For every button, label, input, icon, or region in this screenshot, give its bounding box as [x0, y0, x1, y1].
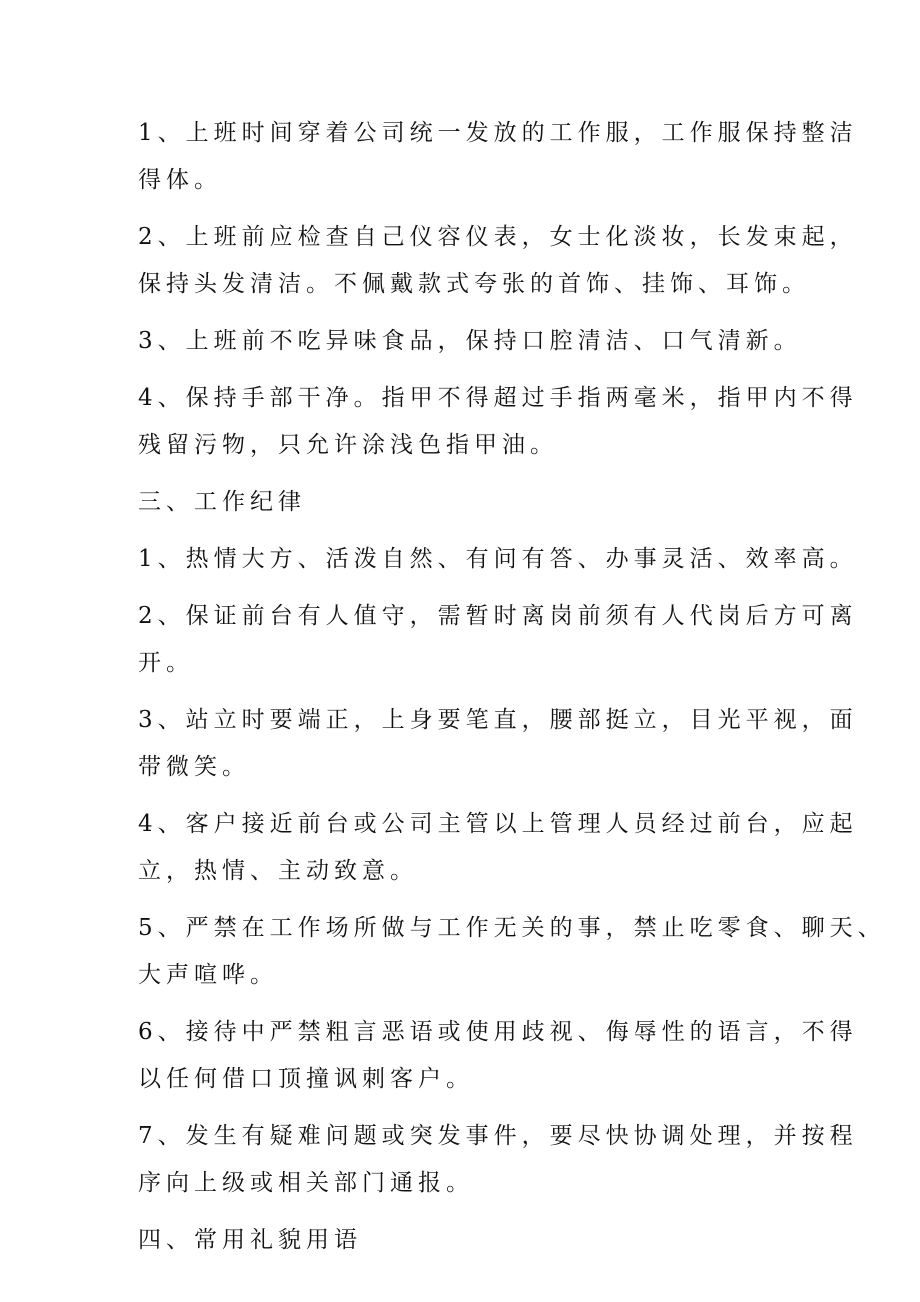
discipline-item-4	[138, 801, 858, 895]
item-line: 4、保持手部干净。指甲不得超过手指两毫米，指甲内不得	[138, 385, 858, 411]
appearance-item-1	[138, 110, 858, 204]
discipline-item-2	[138, 593, 858, 687]
item-line: 2、上班前应检查自己仪容仪表，女士化淡妆，长发束起，	[138, 224, 858, 250]
item-line: 1、上班时间穿着公司统一发放的工作服，工作服保持整洁	[138, 120, 858, 146]
appearance-item-3	[138, 318, 800, 365]
item-line: 保持头发清洁。不佩戴款式夸张的首饰、挂饰、耳饰。	[138, 271, 810, 297]
item-line: 残留污物，只允许涂浅色指甲油。	[138, 432, 558, 458]
item-line: 3、站立时要端正，上身要笔直，腰部挺立，目光平视，面	[138, 707, 858, 733]
discipline-item-3	[138, 697, 858, 791]
section-four-heading: 四、常用礼貌用语	[138, 1227, 362, 1253]
discipline-item-6	[138, 1009, 858, 1103]
discipline-item-7	[138, 1113, 858, 1207]
item-line: 得体。	[138, 167, 222, 193]
item-line: 大声喧哗。	[138, 962, 278, 988]
discipline-item-1	[138, 536, 858, 583]
item-line: 带微笑。	[138, 754, 250, 780]
discipline-item-5	[138, 905, 886, 999]
item-line: 5、严禁在工作场所做与工作无关的事，禁止吃零食、聊天、	[138, 915, 886, 941]
item-line: 7、发生有疑难问题或突发事件，要尽快协调处理，并按程	[138, 1123, 858, 1149]
item-line: 6、接待中严禁粗言恶语或使用歧视、侮辱性的语言，不得	[138, 1019, 858, 1045]
item-line: 1、热情大方、活泼自然、有问有答、办事灵活、效率高。	[138, 546, 858, 572]
item-line: 立，热情、主动致意。	[138, 858, 418, 884]
item-line: 3、上班前不吃异味食品，保持口腔清洁、口气清新。	[138, 328, 802, 354]
appearance-item-2	[138, 214, 858, 308]
item-line: 开。	[138, 650, 194, 676]
section-three-heading: 三、工作纪律	[138, 489, 306, 515]
item-line: 以任何借口顶撞讽刺客户。	[138, 1066, 474, 1092]
item-line: 2、保证前台有人值守，需暂时离岗前须有人代岗后方可离	[138, 603, 858, 629]
appearance-item-4	[138, 375, 858, 469]
item-line: 序向上级或相关部门通报。	[138, 1170, 474, 1196]
document-body	[138, 110, 886, 1274]
item-line: 4、客户接近前台或公司主管以上管理人员经过前台，应起	[138, 811, 858, 837]
